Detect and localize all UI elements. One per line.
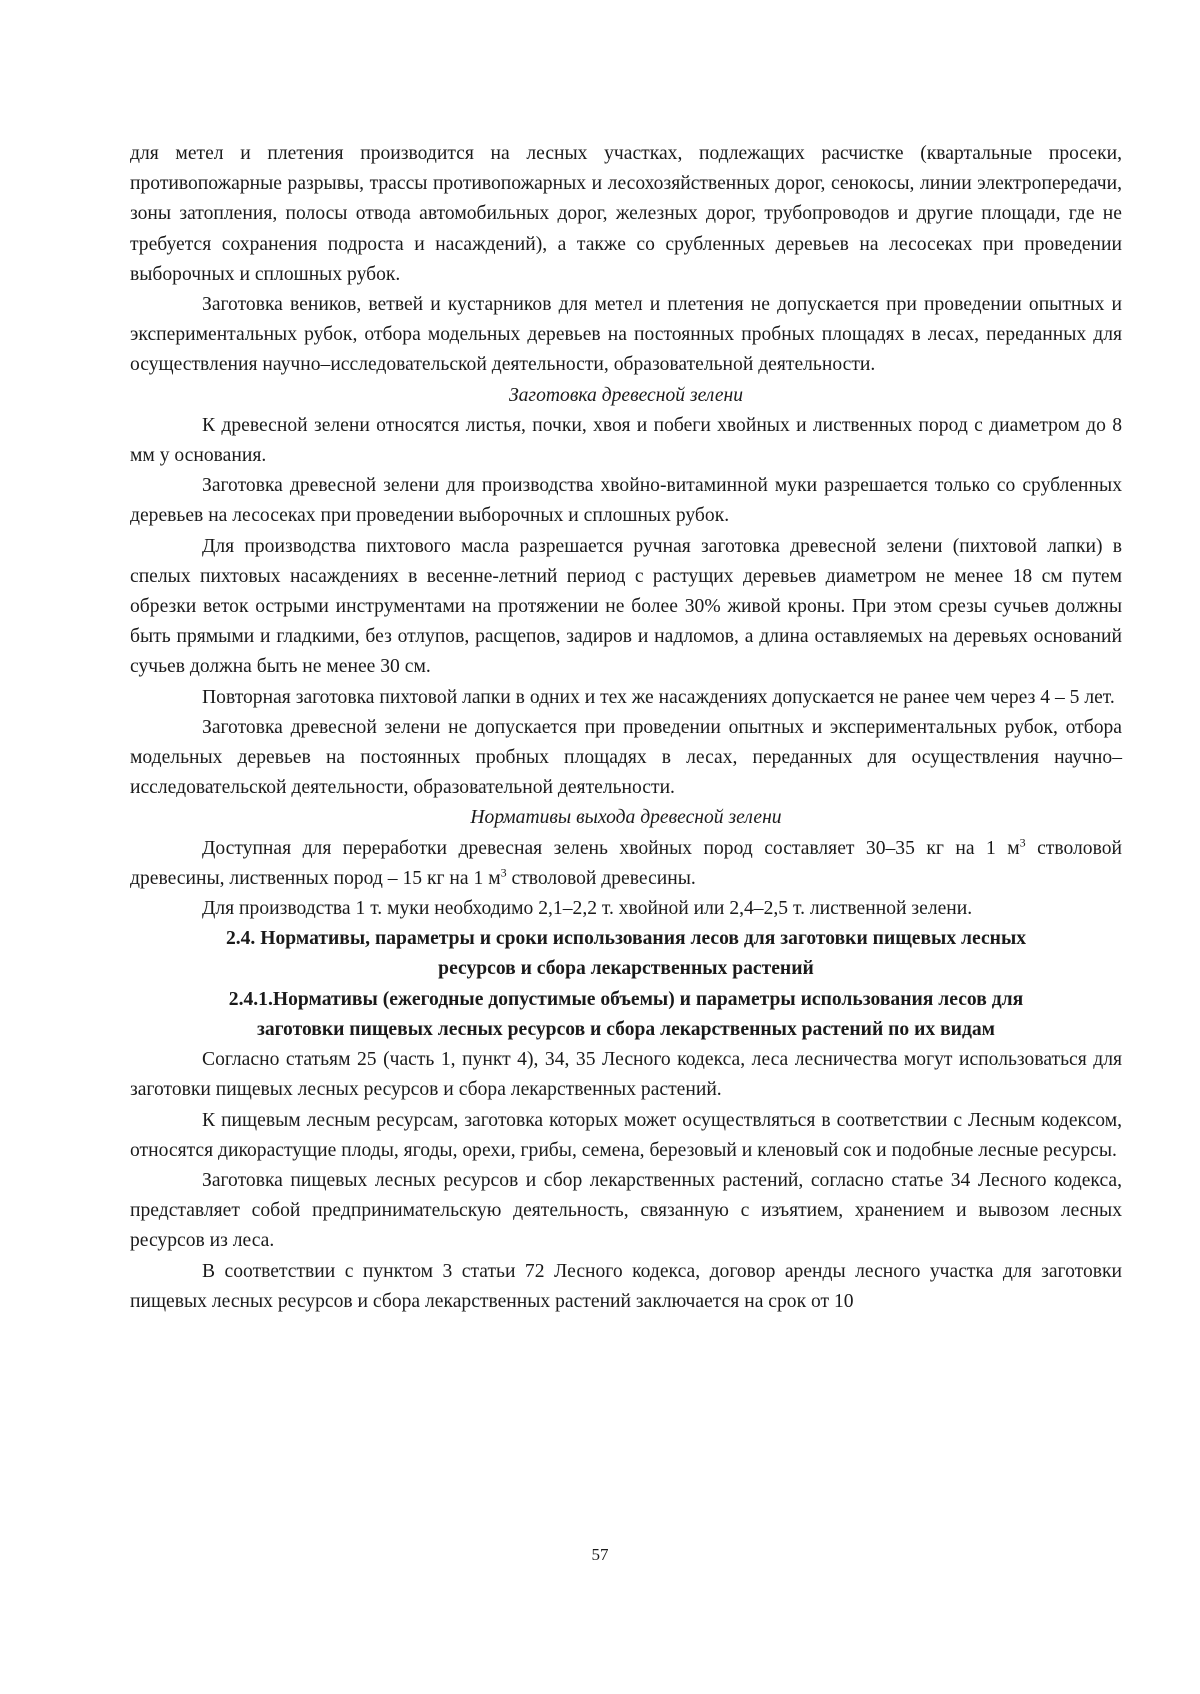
yield-text-1: Доступная для переработки древесная зелень хвойных пород составляет 30–35 кг на 1 м [202,837,1020,859]
yield-text-3: стволовой древесины. [506,867,696,889]
section-heading-2-4 [130,924,1122,984]
yield-text-2: стволовой древесины, лиственных пород – 15 кг на 1 м [130,837,1122,889]
page-number: 57 [591,1545,609,1564]
paragraph-vitamin-flour: Заготовка древесной зелени для производства хвойно-витаминной муки разрешается только со срубленных деревьев на лесосеках при проведении выборочных и сплошных рубок. [130,475,1122,527]
paragraph-greenery-restrictions: Заготовка древесной зелени не допускается при проведении опытных и экспериментальных рубок, отбора модельных деревьев на постоянных пробных площадях в лесах, переданных для осуществления научно–исследовательской деятельности, образовательной деятельности. [130,716,1122,799]
section-heading-2-4-1 [130,985,1122,1045]
paragraph-entrepreneurial-activity: Заготовка пищевых лесных ресурсов и сбор лекарственных растений, согласно статье 34 Лесного кодекса, представляет собой предпринимательскую деятельность, связанную с изъятием, хранением и вывозом лесных ресурсов из леса. [130,1169,1122,1252]
paragraph-greenery-yield [130,834,1122,894]
paragraph-greenery-definition: К древесной зелени относятся листья, почки, хвоя и побеги хвойных и лиственных пород с диаметром до 8 мм у основания. [130,414,1122,467]
paragraph-food-resources: К пищевым лесным ресурсам, заготовка которых может осуществляться в соответствии с Лесным кодексом, относятся дикорастущие плоды, ягоды, орехи, грибы, семена, березовый и кленовый сок и подобные лесные ресурсы. [130,1109,1122,1161]
paragraph-forest-code-articles: Согласно статьям 25 (часть 1, пункт 4), 34, 35 Лесного кодекса, леса лесничества могут использоваться для заготовки пищевых лесных ресурсов и сбора лекарственных растений. [130,1049,1122,1101]
body-text [130,139,1122,1317]
subheading-greenery-norms: Нормативы выхода древесной зелени [470,807,782,829]
yield-superscript-2: 3 [500,865,507,880]
paragraph-restrictions-brooms: Заготовка веников, ветвей и кустарников для метел и плетения не допускается при проведении опытных и экспериментальных рубок, отбора модельных деревьев на постоянных пробных площадях в лесах, переданных для осуществления научно–исследовательской деятельности, образовательной деятельности. [130,294,1122,376]
paragraph-repeat-harvest: Повторная заготовка пихтовой лапки в одних и тех же насаждениях допускается не ранее чем через 4 – 5 лет. [202,686,1115,708]
section-heading-2-4-1-line1: 2.4.1.Нормативы (ежегодные допустимые объемы) и параметры использования лесов для [228,988,1024,1010]
section-heading-2-4-1-line2: заготовки пищевых лесных ресурсов и сбора лекарственных растений по их видам [256,1018,996,1040]
paragraph-fir-oil: Для производства пихтового масла разрешается ручная заготовка древесной зелени (пихтовой лапки) в спелых пихтовых насаждениях в весенне-летний период с растущих деревьев диаметром не менее 18 см путем обрезки веток острыми инструментами на протяжении не более 30% живой кроны. При этом срезы сучьев должны быть прямыми и гладкими, без отлупов, расщепов, задиров и надломов, а длина оставляемых на деревьях оснований сучьев должна быть не менее 30 см. [130,535,1122,678]
paragraph-continuation: для метел и плетения производится на лесных участках, подлежащих расчистке (квартальные просеки, противопожарные разрывы, трассы противопожарных и лесохозяйственных дорог, сенокосы, линии электропередачи, зоны затопления, полосы отвода автомобильных дорог, железных дорог, трубопроводов и другие площади, где не требуется сохранения подроста и насаждений), а также со срубленных деревьев на лесосеках при проведении выборочных и сплошных рубок. [130,143,1122,285]
section-heading-2-4-line1: 2.4. Нормативы, параметры и сроки использования лесов для заготовки пищевых лесных [225,928,1027,950]
paragraph-flour-production: Для производства 1 т. муки необходимо 2,1–2,2 т. хвойной или 2,4–2,5 т. лиственной зелени. [202,898,973,920]
paragraph-lease-term: В соответствии с пунктом 3 статьи 72 Лесного кодекса, договор аренды лесного участка для заготовки пищевых лесных ресурсов и сбора лекарственных растений заключается на срок от 10 [130,1260,1122,1312]
subheading-wood-greenery: Заготовка древесной зелени [508,384,744,406]
section-heading-2-4-line2: ресурсов и сбора лекарственных растений [438,958,814,980]
yield-superscript-1: 3 [1019,835,1026,850]
